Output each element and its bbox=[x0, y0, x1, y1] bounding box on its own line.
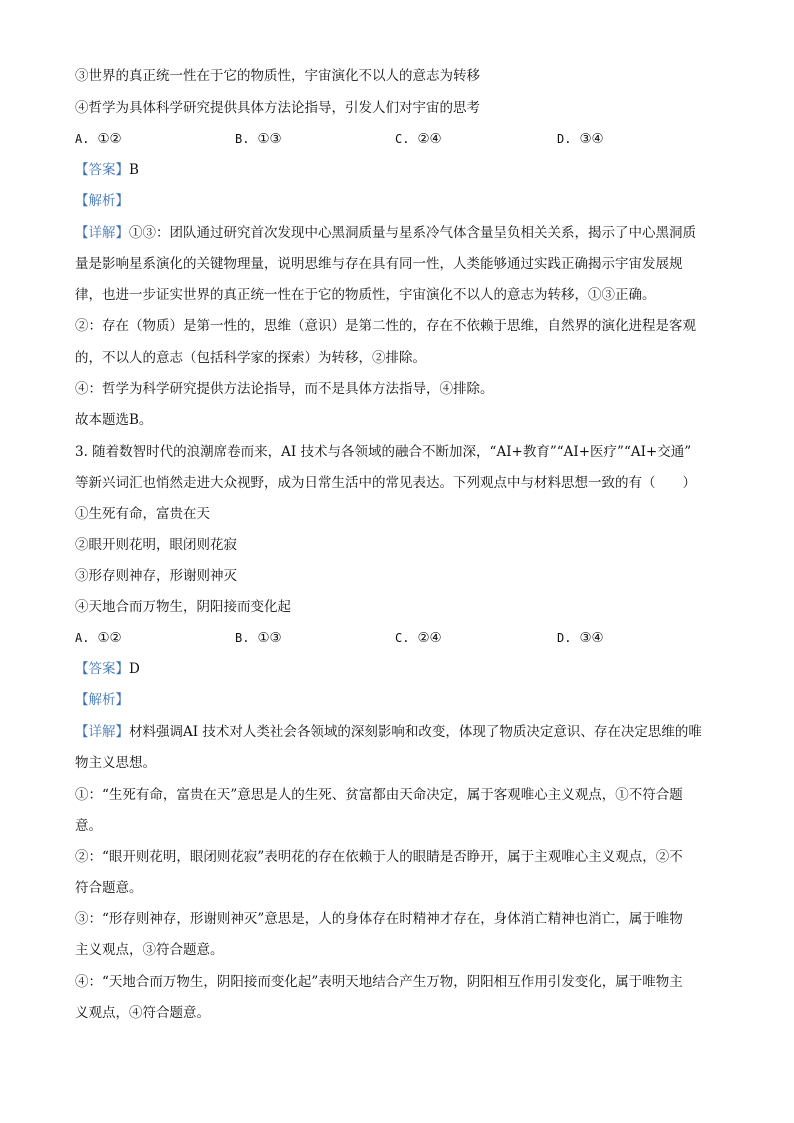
q3-options bbox=[75, 628, 755, 648]
q2-option-c: C. ②④ bbox=[395, 131, 442, 147]
detail-tag: 【详解】 bbox=[75, 225, 129, 241]
q2-detail-line: 量是影响星系演化的关键物理量，说明思维与存在具有同一性，人类能够通过实践正确揭示宇宙发展规 bbox=[75, 256, 683, 272]
q3-detail-line: 主义观点，③符合题意。 bbox=[75, 942, 224, 958]
q3-detail-line: 义观点，④符合题意。 bbox=[75, 1005, 210, 1021]
q2-conclusion: 故本题选B。 bbox=[75, 412, 153, 428]
detail-tag: 【详解】 bbox=[75, 724, 129, 740]
q2-option-b: B. ①③ bbox=[235, 131, 282, 147]
q3-detail-line: 符合题意。 bbox=[75, 880, 143, 896]
q2-detail-line: ②：存在（物质）是第一性的，思维（意识）是第二性的，存在不依赖于思维，自然界的演化进程是客观 bbox=[75, 318, 696, 334]
q3-statement-4: ④天地合而万物生，阴阳接而变化起 bbox=[75, 599, 291, 615]
q3-statement-2: ②眼开则花明，眼闭则花寂 bbox=[75, 537, 237, 553]
q3-detail-line: ②：“眼开则花明，眼闭则花寂”表明花的存在依赖于人的眼睛是否睁开，属于主观唯心主义观点，②不 bbox=[75, 849, 683, 865]
q2-statement-4: ④哲学为具体科学研究提供具体方法论指导，引发人们对宇宙的思考 bbox=[75, 100, 480, 116]
q2-option-a: A. ①② bbox=[75, 131, 122, 147]
answer-tag: 【答案】 bbox=[75, 162, 129, 178]
answer-value: B bbox=[129, 162, 139, 178]
answer-value: D bbox=[129, 661, 140, 677]
q2-detail-line: 的，不以人的意志（包括科学家的探索）为转移，②排除。 bbox=[75, 350, 426, 366]
q2-option-d: D. ③④ bbox=[557, 131, 604, 147]
q2-detail-line: 律，也进一步证实世界的真正统一性在于它的物质性，宇宙演化不以人的意志为转移，①③正确。 bbox=[75, 287, 656, 303]
q3-statement-3: ③形存则神存，形谢则神灭 bbox=[75, 568, 237, 584]
q3-option-c: C. ②④ bbox=[395, 630, 442, 646]
q3-option-a: A. ①② bbox=[75, 630, 122, 646]
q3-stem-line: 等新兴词汇也悄然走进大众视野，成为日常生活中的常见表达。下列观点中与材料思想一致的有（ ） bbox=[75, 475, 696, 491]
q2-detail-line: ④：哲学为科学研究提供方法论指导，而不是具体方法指导，④排除。 bbox=[75, 381, 494, 397]
q3-analysis-heading: 【解析】 bbox=[75, 692, 129, 708]
q3-detail-line: ③：“形存则神存，形谢则神灭”意思是，人的身体存在时精神才存在，身体消亡精神也消亡，属于唯物 bbox=[75, 911, 683, 927]
q3-detail-line: 【详解】材料强调AI 技术对人类社会各领域的深刻影响和改变，体现了物质决定意识、存在决定思维的唯 bbox=[75, 724, 702, 740]
q2-answer bbox=[75, 160, 744, 180]
q3-stem-line: 3. 随着数智时代的浪潮席卷而来，AI 技术与各领域的融合不断加深，“AI+教育”“AI+医疗”“AI+交通” bbox=[75, 444, 692, 460]
q2-detail-line: 【详解】①③：团队通过研究首次发现中心黑洞质量与星系冷气体含量呈负相关关系，揭示了中心黑洞质 bbox=[75, 225, 696, 241]
q3-detail-line: ①：“生死有命，富贵在天”意思是人的生死、贫富都由天命决定，属于客观唯心主义观点，①不符合题 bbox=[75, 787, 683, 803]
q2-analysis-heading: 【解析】 bbox=[75, 193, 129, 209]
q3-option-b: B. ①③ bbox=[235, 630, 282, 646]
q3-answer bbox=[75, 659, 744, 679]
q3-statement-1: ①生死有命，富贵在天 bbox=[75, 506, 210, 522]
q2-options bbox=[75, 129, 755, 149]
q3-detail-line: 意。 bbox=[75, 818, 102, 834]
q2-statement-3: ③世界的真正统一性在于它的物质性，宇宙演化不以人的意志为转移 bbox=[75, 68, 480, 84]
answer-tag: 【答案】 bbox=[75, 661, 129, 677]
q3-option-d: D. ③④ bbox=[557, 630, 604, 646]
q3-detail-line: ④：“天地合而万物生，阴阳接而变化起”表明天地结合产生万物，阴阳相互作用引发变化，属于唯物主 bbox=[75, 974, 683, 990]
q3-detail-line: 物主义思想。 bbox=[75, 755, 156, 771]
